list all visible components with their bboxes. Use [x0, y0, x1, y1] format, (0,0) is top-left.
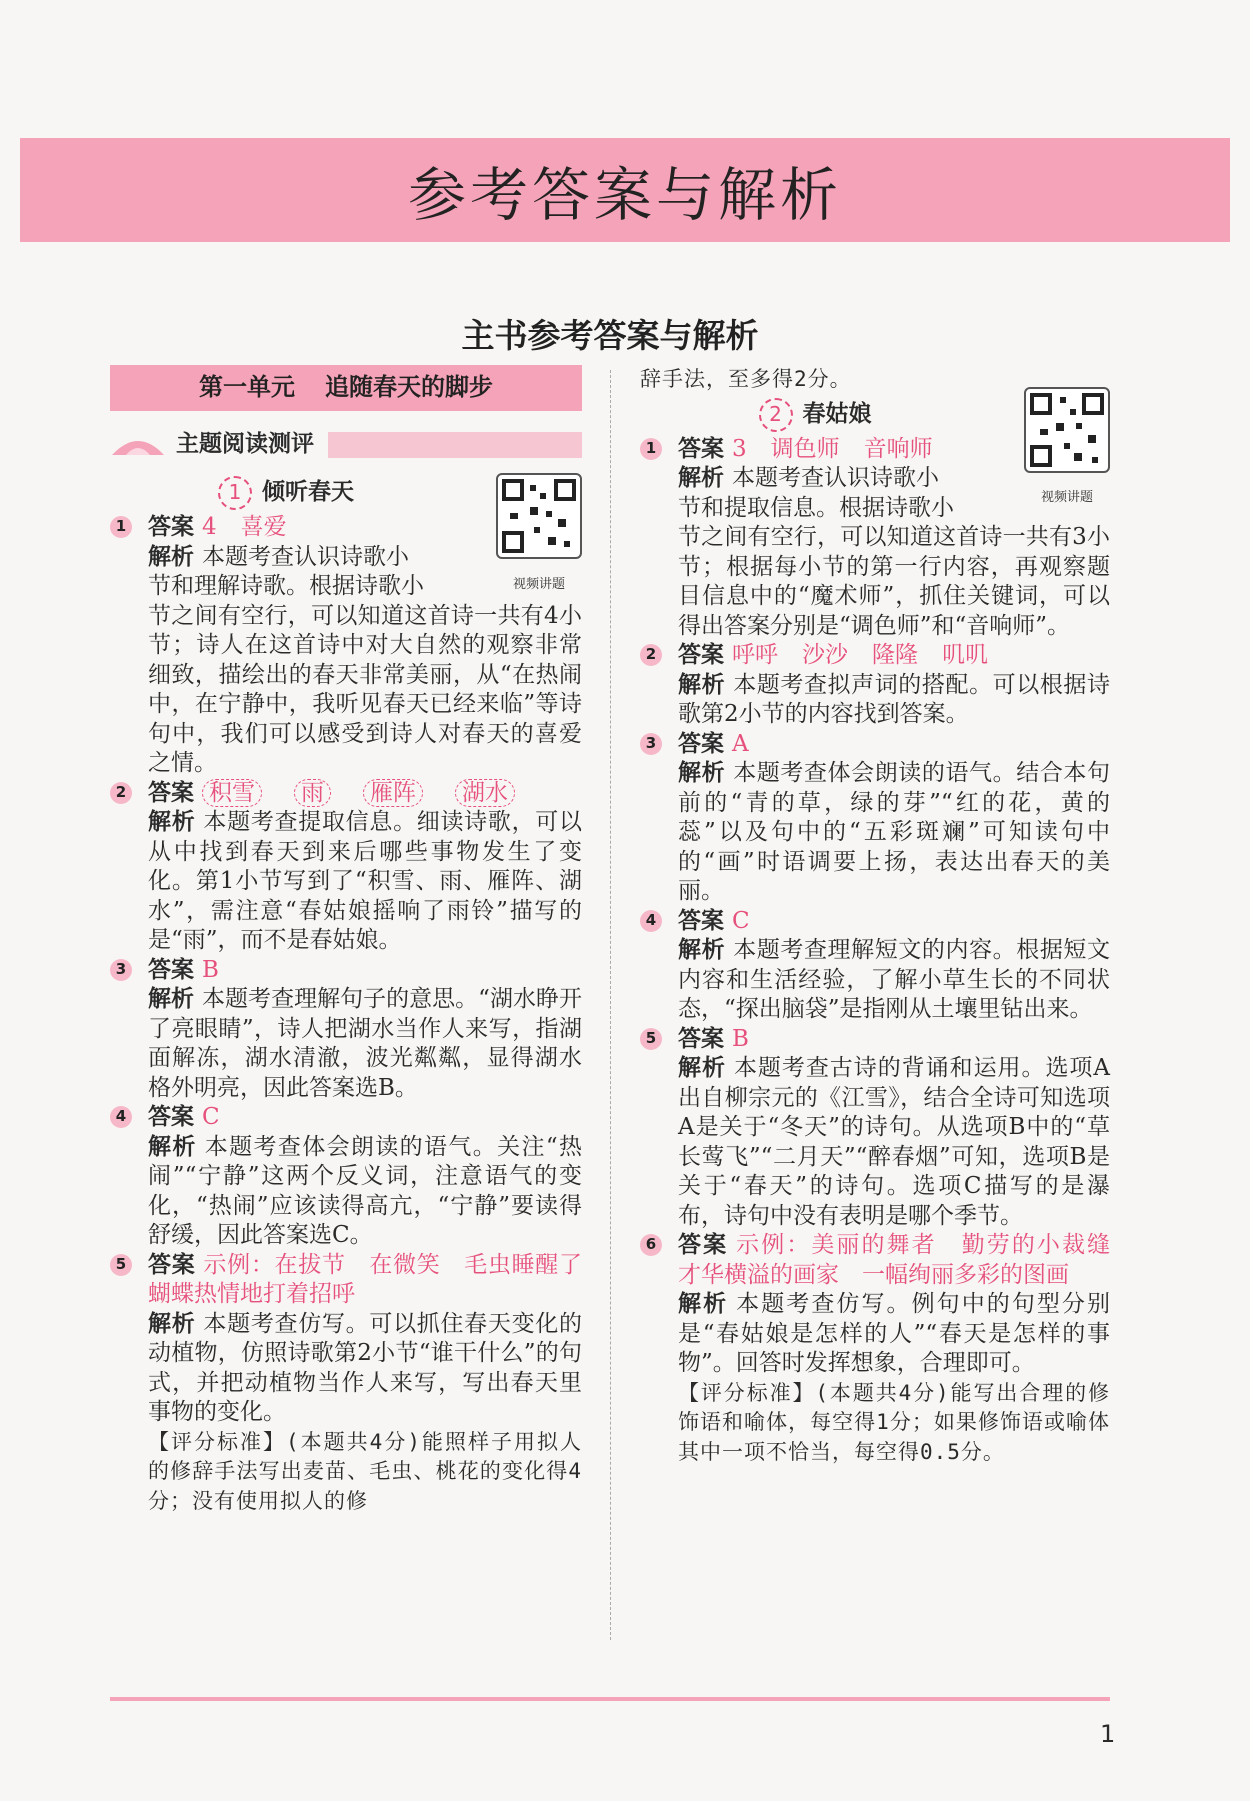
analysis-text: 本题考查理解短文的内容。根据短文内容和生活经验，了解小草生长的不同状态，“探出脑袋”是指刚从土壤里钻出来。 — [678, 937, 1111, 1022]
section-2 — [640, 395, 1133, 1468]
analysis-label: 解析 — [678, 1055, 726, 1081]
section-heading — [110, 473, 462, 513]
question-item — [640, 1231, 1133, 1467]
analysis-text: 本题考查仿写。可以抓住春天变化的动植物，仿照诗歌第2小节“谁干什么”的句式，并把动植物当作人来写，写出春天里事物的变化。 — [148, 1310, 583, 1425]
qr-label: 视频讲题 — [512, 576, 565, 592]
analysis-text: 本题考查拟声词的搭配。可以根据诗歌第2小节的内容找到答案。 — [678, 671, 1111, 727]
fan-icon — [110, 433, 166, 457]
analysis-label: 解析 — [678, 465, 724, 491]
answer-label: 答案 — [678, 1232, 729, 1258]
question-number: 4 — [640, 910, 662, 932]
answer-value: 4 喜爱 — [202, 514, 287, 540]
answer-label: 答案 — [148, 1251, 196, 1278]
section-1 — [110, 473, 606, 1516]
analysis-text: 本题考查认识诗歌小 — [202, 543, 409, 570]
answer-value: 呼呼 沙沙 隆隆 叽叽 — [732, 642, 988, 668]
main-title: 主书参考答案与解析 — [461, 316, 759, 355]
right-column — [640, 365, 1133, 1467]
question-item — [110, 1103, 582, 1251]
analysis-label: 解析 — [148, 1133, 197, 1160]
answer-label: 答案 — [678, 1025, 724, 1052]
analysis-text: 本题考查体会朗读的语气。结合本句前的“青的草，绿的芽”“红的花，黄的蕊”以及句中的“五彩斑斓”可知读句中的“画”时语调要上扬，表达出春天的美丽。 — [678, 760, 1111, 904]
question-item — [110, 956, 582, 1104]
question-number: 6 — [640, 1234, 662, 1256]
analysis-label: 解析 — [678, 937, 726, 963]
question-item — [110, 513, 582, 779]
answer-value: C — [732, 907, 750, 934]
section-number: 2 — [759, 398, 793, 432]
header-banner — [20, 138, 1230, 242]
theme-line — [328, 432, 582, 458]
analysis-text: 节之间有空行，可以知道这首诗一共有3小节；根据每小节的第一行内容，再观察题目信息中的“魔术师”，抓住关键词，可以得出答案分别是“调色师”和“音响师”。 — [678, 524, 1110, 639]
unit-name: 追随春天的脚步 — [325, 373, 493, 402]
question-item — [640, 435, 1110, 642]
question-number: 3 — [640, 733, 662, 755]
question-item — [640, 641, 1110, 730]
page-number: 1 — [1100, 1720, 1116, 1748]
answer-label: 答案 — [678, 435, 724, 462]
analysis-label: 解析 — [678, 1291, 729, 1317]
analysis-label: 解析 — [678, 760, 726, 786]
answer-label: 答案 — [148, 514, 194, 540]
answer-value: B — [202, 956, 219, 983]
scoring-standard: 【评分标准】(本题共4分)能写出合理的修饰语和喻体，每空得1分；如果修饰语或喻体其中一项不恰当，每空得0.5分。 — [678, 1380, 1110, 1464]
answer-label: 答案 — [678, 907, 724, 934]
question-number: 1 — [640, 438, 662, 460]
analysis-text: 本题考查理解句子的意思。“湖水睁开了亮眼睛”，诗人把湖水当作人来写，指湖面解冻，湖水清澈，波光粼粼，显得湖水格外明亮，因此答案选B。 — [148, 986, 582, 1101]
theme-label: 主题阅读测评 — [176, 431, 314, 458]
analysis-text: 本题考查体会朗读的语气。关注“热闹”“宁静”这两个反义词，注意语气的变化，“热闹”应该读得高亢，“宁静”要读得舒缓，因此答案选C。 — [148, 1133, 582, 1248]
section-title: 倾听春天 — [262, 479, 354, 506]
question-item — [640, 1025, 1110, 1232]
analysis-text: 节和提取信息。根据诗歌小 — [678, 494, 954, 521]
answer-label: 答案 — [148, 779, 194, 806]
left-column — [110, 365, 606, 1516]
answer-label: 答案 — [148, 956, 194, 983]
analysis-text: 本题考查提取信息。细读诗歌，可以从中找到春天到来后哪些事物发生了变化。第1小节写到了“积雪、雨、雁阵、湖水”，需注意“春姑娘摇响了雨铃”描写的是“雨”，而不是春姑娘。 — [148, 809, 583, 953]
scoring-standard: 【评分标准】(本题共4分)能照样子用拟人的修辞手法写出麦苗、毛虫、桃花的变化得4分；没有使用拟人的修 — [148, 1429, 582, 1513]
analysis-label: 解析 — [148, 986, 195, 1012]
analysis-label: 解析 — [148, 1310, 196, 1337]
unit-number: 第一单元 — [199, 373, 295, 402]
analysis-label: 解析 — [148, 809, 196, 835]
question-number: 4 — [110, 1106, 132, 1128]
answer-label: 答案 — [678, 642, 724, 668]
answer-value: 积雪 雨 雁阵 湖水 — [202, 780, 523, 806]
footer-line — [110, 1697, 1110, 1701]
analysis-label: 解析 — [148, 543, 194, 570]
column-divider — [610, 370, 611, 1640]
question-number: 2 — [110, 782, 132, 804]
question-item — [110, 1251, 606, 1517]
answer-value: B — [732, 1025, 749, 1052]
banner-title: 参考答案与解析 — [407, 161, 842, 229]
answer-value: 3 调色师 音响师 — [732, 435, 933, 462]
answer-value: A — [732, 730, 749, 757]
analysis-text: 本题考查仿写。例句中的句型分别是“春姑娘是怎样的人”“春天是怎样的事物”。回答时发挥想象，合理即可。 — [678, 1291, 1110, 1376]
answer-value: 示例：美丽的舞者 勤劳的小裁缝 才华横溢的画家 一幅绚丽多彩的图画 — [678, 1232, 1133, 1288]
qr-label: 视频讲题 — [1040, 490, 1093, 505]
answer-value: C — [202, 1104, 220, 1130]
analysis-label: 解析 — [678, 671, 726, 698]
analysis-text: 本题考查古诗的背诵和运用。选项A出自柳宗元的《江雪》，结合全诗可知选项A是关于“冬天”的诗句。从选项B中的“草长莺飞”“二月天”“醉春烟”可知，选项B是关于“春天”的诗句。选项C描写的是瀑布，诗句中没有表明是哪个季节。 — [678, 1055, 1110, 1229]
question-number: 1 — [110, 516, 132, 538]
question-item — [640, 730, 1110, 907]
question-number: 5 — [640, 1028, 662, 1050]
section-number: 1 — [218, 476, 252, 510]
answer-label: 答案 — [678, 730, 724, 757]
question-item — [110, 779, 582, 956]
scoring-continuation: 辞手法，至多得2分。 — [640, 367, 852, 391]
theme-row — [110, 425, 582, 465]
section-heading — [640, 395, 990, 435]
question-item — [640, 907, 1110, 1025]
question-number: 5 — [110, 1254, 132, 1276]
question-number: 2 — [640, 644, 662, 666]
analysis-text: 节之间有空行，可以知道这首诗一共有4小节；诗人在这首诗中对大自然的观察非常细致，描绘出的春天非常美丽，从“在热闹中，在宁静中，我听见春天已经来临”等诗句中，我们可以感受到诗人对春天的喜爱之情。 — [148, 602, 582, 776]
section-title: 春姑娘 — [802, 400, 872, 427]
analysis-text: 节和理解诗歌。根据诗歌小 — [148, 573, 424, 599]
answer-value: 示例：在拔节 在微笑 毛虫睡醒了 蝴蝶热情地打着招呼 — [148, 1251, 606, 1307]
unit-bar — [110, 365, 582, 411]
analysis-text: 本题考查认识诗歌小 — [732, 465, 939, 491]
question-number: 3 — [110, 959, 132, 981]
answer-label: 答案 — [148, 1104, 194, 1130]
